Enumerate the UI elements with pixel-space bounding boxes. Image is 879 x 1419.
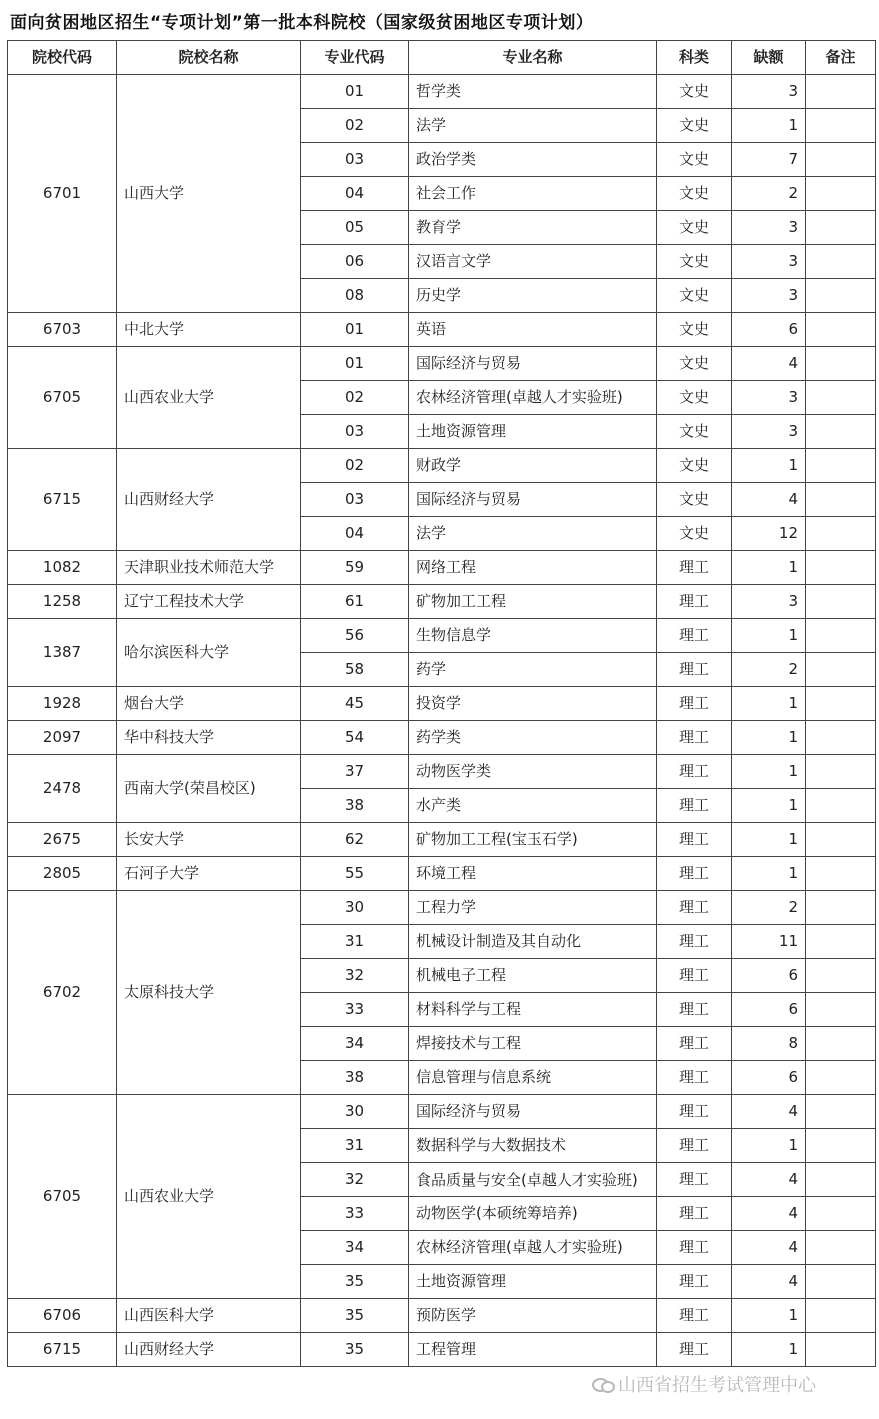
school-name-cell: 太原科技大学 [117,891,301,1095]
remark-cell [806,1027,876,1061]
major-code-cell: 02 [301,449,409,483]
vacancy-cell: 1 [732,449,806,483]
remark-cell [806,381,876,415]
major-name-cell: 教育学 [409,211,657,245]
major-code-cell: 31 [301,1129,409,1163]
remark-cell [806,857,876,891]
vacancy-cell: 3 [732,75,806,109]
school-name-cell: 华中科技大学 [117,721,301,755]
vacancy-cell: 2 [732,891,806,925]
vacancy-cell: 11 [732,925,806,959]
vacancy-cell: 3 [732,381,806,415]
major-name-cell: 国际经济与贸易 [409,347,657,381]
category-cell: 文史 [657,381,732,415]
major-name-cell: 农林经济管理(卓越人才实验班) [409,1231,657,1265]
school-name-cell: 辽宁工程技术大学 [117,585,301,619]
remark-cell [806,313,876,347]
major-code-cell: 32 [301,1163,409,1197]
remark-cell [806,143,876,177]
table-row [8,1299,876,1333]
table-row [8,721,876,755]
major-name-cell: 财政学 [409,449,657,483]
school-name-cell: 哈尔滨医科大学 [117,619,301,687]
vacancy-cell: 4 [732,483,806,517]
remark-cell [806,585,876,619]
table-row [8,857,876,891]
category-cell: 文史 [657,483,732,517]
major-code-cell: 04 [301,177,409,211]
table-header-row [8,41,876,75]
school-name-cell: 山西财经大学 [117,449,301,551]
category-cell: 理工 [657,1061,732,1095]
major-code-cell: 33 [301,993,409,1027]
table-row [8,75,876,109]
remark-cell [806,177,876,211]
category-cell: 文史 [657,313,732,347]
header-school-name: 院校名称 [117,41,301,75]
category-cell: 理工 [657,721,732,755]
major-code-cell: 38 [301,789,409,823]
vacancy-cell: 3 [732,585,806,619]
header-major-name: 专业名称 [409,41,657,75]
remark-cell [806,347,876,381]
major-code-cell: 03 [301,143,409,177]
school-code-cell: 2675 [8,823,117,857]
vacancy-cell: 3 [732,279,806,313]
major-code-cell: 45 [301,687,409,721]
remark-cell [806,551,876,585]
vacancy-cell: 3 [732,245,806,279]
table-row [8,551,876,585]
vacancy-cell: 2 [732,653,806,687]
vacancy-cell: 2 [732,177,806,211]
remark-cell [806,109,876,143]
major-code-cell: 03 [301,483,409,517]
major-name-cell: 工程力学 [409,891,657,925]
major-code-cell: 01 [301,313,409,347]
remark-cell [806,245,876,279]
remark-cell [806,755,876,789]
table-row [8,891,876,925]
remark-cell [806,1231,876,1265]
remark-cell [806,789,876,823]
remark-cell [806,1163,876,1197]
remark-cell [806,687,876,721]
major-name-cell: 工程管理 [409,1333,657,1367]
major-code-cell: 01 [301,347,409,381]
category-cell: 理工 [657,823,732,857]
remark-cell [806,483,876,517]
category-cell: 理工 [657,1299,732,1333]
category-cell: 理工 [657,1231,732,1265]
major-code-cell: 01 [301,75,409,109]
category-cell: 文史 [657,279,732,313]
category-cell: 理工 [657,857,732,891]
header-vacancy: 缺额 [732,41,806,75]
major-code-cell: 54 [301,721,409,755]
major-code-cell: 38 [301,1061,409,1095]
vacancy-cell: 3 [732,211,806,245]
school-code-cell: 6705 [8,347,117,449]
major-name-cell: 水产类 [409,789,657,823]
major-code-cell: 04 [301,517,409,551]
school-code-cell: 6703 [8,313,117,347]
major-code-cell: 30 [301,891,409,925]
school-code-cell: 6702 [8,891,117,1095]
major-name-cell: 汉语言文学 [409,245,657,279]
major-name-cell: 生物信息学 [409,619,657,653]
watermark [592,1371,816,1397]
category-cell: 理工 [657,959,732,993]
vacancy-cell: 4 [732,347,806,381]
vacancy-cell: 1 [732,1299,806,1333]
major-name-cell: 英语 [409,313,657,347]
vacancy-cell: 1 [732,1129,806,1163]
major-name-cell: 材料科学与工程 [409,993,657,1027]
table-row [8,1333,876,1367]
remark-cell [806,653,876,687]
remark-cell [806,993,876,1027]
remark-cell [806,211,876,245]
major-name-cell: 国际经济与贸易 [409,483,657,517]
table-body [8,75,876,1367]
category-cell: 理工 [657,1027,732,1061]
vacancy-cell: 1 [732,109,806,143]
vacancy-cell: 4 [732,1197,806,1231]
school-name-cell: 天津职业技术师范大学 [117,551,301,585]
remark-cell [806,1333,876,1367]
remark-cell [806,517,876,551]
vacancy-cell: 7 [732,143,806,177]
page-title: 面向贫困地区招生“专项计划”第一批本科院校（国家级贫困地区专项计划） [10,13,594,33]
major-name-cell: 食品质量与安全(卓越人才实验班) [409,1163,657,1197]
major-name-cell: 政治学类 [409,143,657,177]
table-row [8,347,876,381]
remark-cell [806,279,876,313]
major-code-cell: 06 [301,245,409,279]
header-category: 科类 [657,41,732,75]
major-name-cell: 动物医学类 [409,755,657,789]
category-cell: 文史 [657,177,732,211]
major-name-cell: 矿物加工工程(宝玉石学) [409,823,657,857]
vacancy-cell: 4 [732,1095,806,1129]
category-cell: 文史 [657,245,732,279]
category-cell: 文史 [657,75,732,109]
major-code-cell: 02 [301,381,409,415]
category-cell: 文史 [657,347,732,381]
category-cell: 理工 [657,585,732,619]
vacancy-cell: 4 [732,1265,806,1299]
vacancy-cell: 1 [732,857,806,891]
table-row [8,313,876,347]
major-code-cell: 05 [301,211,409,245]
major-code-cell: 02 [301,109,409,143]
category-cell: 文史 [657,211,732,245]
vacancy-cell: 6 [732,959,806,993]
remark-cell [806,1129,876,1163]
major-name-cell: 矿物加工工程 [409,585,657,619]
table-row [8,823,876,857]
school-name-cell: 石河子大学 [117,857,301,891]
category-cell: 理工 [657,1265,732,1299]
watermark-text: 山西省招生考试管理中心 [618,1375,816,1396]
major-code-cell: 37 [301,755,409,789]
major-name-cell: 数据科学与大数据技术 [409,1129,657,1163]
category-cell: 理工 [657,755,732,789]
vacancy-cell: 3 [732,415,806,449]
remark-cell [806,925,876,959]
school-name-cell: 山西财经大学 [117,1333,301,1367]
header-school-code: 院校代码 [8,41,117,75]
vacancy-cell: 1 [732,551,806,585]
major-code-cell: 61 [301,585,409,619]
major-code-cell: 58 [301,653,409,687]
category-cell: 理工 [657,1163,732,1197]
major-name-cell: 预防医学 [409,1299,657,1333]
vacancy-cell: 1 [732,721,806,755]
school-code-cell: 6715 [8,449,117,551]
vacancy-cell: 12 [732,517,806,551]
school-code-cell: 1928 [8,687,117,721]
major-name-cell: 网络工程 [409,551,657,585]
school-code-cell: 6701 [8,75,117,313]
header-remark: 备注 [806,41,876,75]
category-cell: 理工 [657,993,732,1027]
school-code-cell: 2805 [8,857,117,891]
major-code-cell: 59 [301,551,409,585]
school-name-cell: 中北大学 [117,313,301,347]
remark-cell [806,1265,876,1299]
school-name-cell: 山西医科大学 [117,1299,301,1333]
category-cell: 理工 [657,891,732,925]
vacancy-cell: 6 [732,313,806,347]
major-name-cell: 土地资源管理 [409,415,657,449]
remark-cell [806,891,876,925]
major-name-cell: 机械设计制造及其自动化 [409,925,657,959]
major-name-cell: 法学 [409,109,657,143]
category-cell: 理工 [657,1333,732,1367]
remark-cell [806,959,876,993]
major-code-cell: 32 [301,959,409,993]
header-major-code: 专业代码 [301,41,409,75]
remark-cell [806,1061,876,1095]
major-name-cell: 药学 [409,653,657,687]
major-code-cell: 30 [301,1095,409,1129]
major-code-cell: 62 [301,823,409,857]
major-code-cell: 08 [301,279,409,313]
major-name-cell: 国际经济与贸易 [409,1095,657,1129]
school-code-cell: 1258 [8,585,117,619]
remark-cell [806,721,876,755]
major-name-cell: 法学 [409,517,657,551]
remark-cell [806,415,876,449]
table-row [8,585,876,619]
category-cell: 文史 [657,517,732,551]
table-row [8,449,876,483]
remark-cell [806,449,876,483]
major-code-cell: 35 [301,1265,409,1299]
major-code-cell: 33 [301,1197,409,1231]
table-row [8,1095,876,1129]
vacancy-cell: 8 [732,1027,806,1061]
category-cell: 理工 [657,1095,732,1129]
major-name-cell: 动物医学(本硕统筹培养) [409,1197,657,1231]
vacancy-cell: 4 [732,1163,806,1197]
major-name-cell: 农林经济管理(卓越人才实验班) [409,381,657,415]
vacancy-cell: 6 [732,993,806,1027]
vacancy-cell: 1 [732,789,806,823]
category-cell: 文史 [657,449,732,483]
category-cell: 文史 [657,109,732,143]
school-code-cell: 6706 [8,1299,117,1333]
school-name-cell: 长安大学 [117,823,301,857]
school-code-cell: 2097 [8,721,117,755]
vacancy-cell: 1 [732,823,806,857]
category-cell: 理工 [657,925,732,959]
category-cell: 理工 [657,687,732,721]
major-name-cell: 土地资源管理 [409,1265,657,1299]
wechat-icon [592,1376,614,1392]
major-name-cell: 哲学类 [409,75,657,109]
school-name-cell: 西南大学(荣昌校区) [117,755,301,823]
table-row [8,755,876,789]
school-name-cell: 山西农业大学 [117,1095,301,1299]
remark-cell [806,1299,876,1333]
remark-cell [806,619,876,653]
category-cell: 理工 [657,653,732,687]
category-cell: 文史 [657,415,732,449]
school-code-cell: 6705 [8,1095,117,1299]
remark-cell [806,1095,876,1129]
school-code-cell: 6715 [8,1333,117,1367]
school-code-cell: 1387 [8,619,117,687]
major-code-cell: 55 [301,857,409,891]
major-code-cell: 03 [301,415,409,449]
vacancy-cell: 4 [732,1231,806,1265]
school-name-cell: 山西大学 [117,75,301,313]
vacancy-cell: 1 [732,687,806,721]
category-cell: 理工 [657,1129,732,1163]
major-name-cell: 历史学 [409,279,657,313]
school-name-cell: 烟台大学 [117,687,301,721]
category-cell: 文史 [657,143,732,177]
major-name-cell: 环境工程 [409,857,657,891]
major-code-cell: 34 [301,1027,409,1061]
category-cell: 理工 [657,789,732,823]
major-name-cell: 焊接技术与工程 [409,1027,657,1061]
table-row [8,619,876,653]
major-code-cell: 35 [301,1333,409,1367]
major-name-cell: 药学类 [409,721,657,755]
remark-cell [806,75,876,109]
major-name-cell: 信息管理与信息系统 [409,1061,657,1095]
school-code-cell: 2478 [8,755,117,823]
category-cell: 理工 [657,619,732,653]
vacancy-cell: 1 [732,619,806,653]
vacancy-cell: 1 [732,1333,806,1367]
category-cell: 理工 [657,1197,732,1231]
major-code-cell: 56 [301,619,409,653]
major-code-cell: 31 [301,925,409,959]
admission-table [7,40,876,1367]
vacancy-cell: 1 [732,755,806,789]
remark-cell [806,1197,876,1231]
school-code-cell: 1082 [8,551,117,585]
major-code-cell: 35 [301,1299,409,1333]
major-name-cell: 投资学 [409,687,657,721]
major-code-cell: 34 [301,1231,409,1265]
table-row [8,687,876,721]
major-name-cell: 机械电子工程 [409,959,657,993]
school-name-cell: 山西农业大学 [117,347,301,449]
major-name-cell: 社会工作 [409,177,657,211]
remark-cell [806,823,876,857]
vacancy-cell: 6 [732,1061,806,1095]
category-cell: 理工 [657,551,732,585]
